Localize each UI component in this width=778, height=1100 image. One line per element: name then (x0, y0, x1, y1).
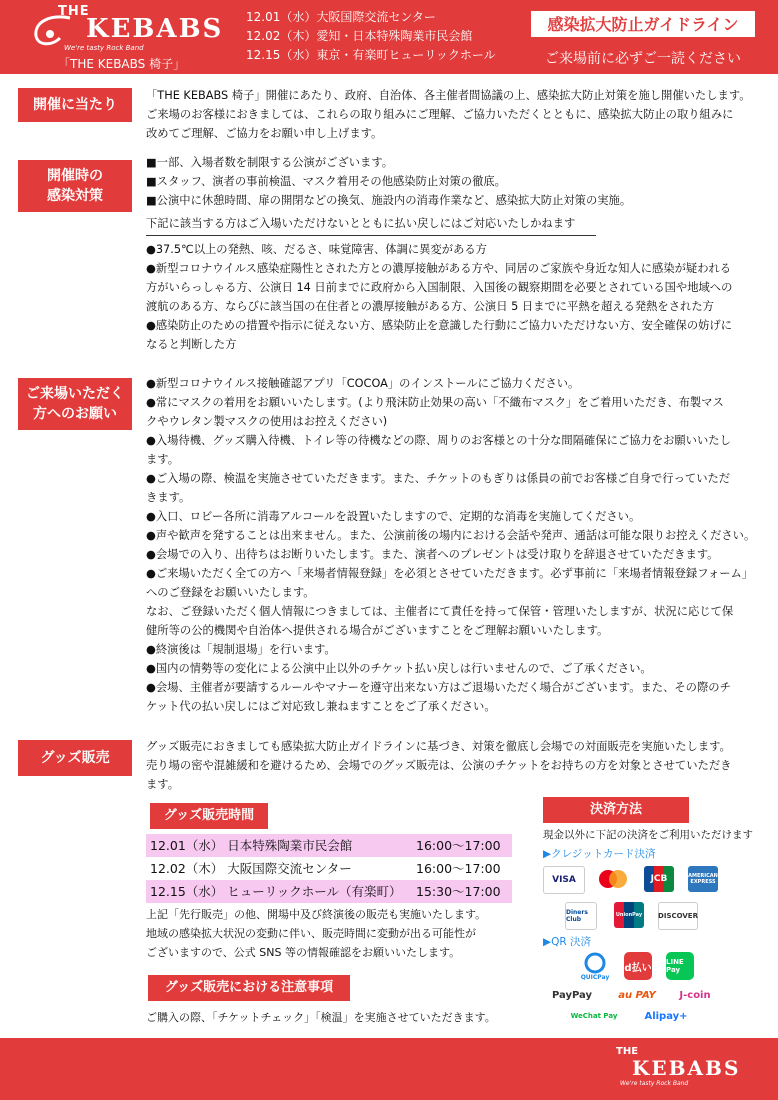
section-label-taisaku (18, 160, 132, 212)
text-line: ケット代の払い戻しにはご対応致し兼ねますことをご了承ください。 (146, 700, 496, 713)
text-line: ●終演後は「規制退場」を行います。 (146, 643, 336, 656)
logo-the: THE (58, 4, 90, 19)
label-line: 方へのお願い (33, 406, 117, 422)
text-line: へのご登録をお願いいたします。 (146, 586, 315, 599)
text-line: ●会場、主催者が要請するルールやマナーを遵守出来ない方はご退場いただく場合がございます。また、その際のチ (146, 681, 731, 694)
schedule-item: 12.15（水）東京・有楽町ヒューリックホール (246, 48, 496, 62)
text-line: 方がいらっしゃる方、公演日 14 日前までに政府から入国制限、入国後の観察期間を必要とされている国や地域への (146, 281, 733, 294)
text-line: ます。 (146, 778, 179, 791)
jcb-icon: JCB (644, 866, 674, 892)
footer-logo-the: THE (616, 1046, 639, 1057)
notice-divider (146, 235, 596, 236)
schedule-list (246, 8, 496, 65)
footer-logo-kebabs: KEBABS (632, 1056, 741, 1080)
goods-hours-title: グッズ販売時間 (150, 803, 268, 829)
text-line: 売り場の密や混雑緩和を避けるため、会場でのグッズ販売は、公演のチケットをお持ちの方を対象とさせていただき (146, 759, 732, 772)
text-line: ●声や歓声を発することは出来ません。また、公演前後の場内における会話や発声、通話は可能な限りお控えください。 (146, 529, 756, 542)
discover-icon: DISCOVER (658, 902, 698, 930)
hours-date: 12.02（木） 大阪国際交流センター (150, 861, 352, 876)
dbarai-icon: d払い (624, 952, 652, 980)
credit-label: ▶クレジットカード決済 (543, 848, 656, 860)
section-label-onegai (18, 378, 132, 430)
text-line: ●入場待機、グッズ購入待機、トイレ等の待機などの際、周りのお客様との十分な間隔確保にご協力をお願いいたし (146, 434, 731, 447)
text-line: 地域の感染拡大状況の変動に伴い、販売時間に変動が出る可能性が (146, 927, 476, 940)
logo-kebabs: KEBABS (86, 14, 224, 44)
footer-logo-tagline: We're tasty Rock Band (620, 1080, 689, 1087)
section-label-goods: グッズ販売 (18, 740, 132, 776)
footer (0, 1038, 778, 1100)
payment-note: 現金以外に下記の決済をご利用いただけます (543, 829, 753, 841)
header (0, 0, 778, 74)
text-line: きます。 (146, 491, 191, 504)
hours-date: 12.15（水） ヒューリックホール（有楽町） (150, 884, 402, 899)
text-line: ●国内の情勢等の変化による公演中止以外のチケット払い戻しは行いませんので、ご了承ください。 (146, 662, 652, 675)
text-line: ■スタッフ、演者の事前検温、マスク着用その他感染防止対策の徹底。 (146, 175, 506, 188)
notice-line: 下記に該当する方はご入場いただけないとともに払い戻しにはご対応いたしかねます (146, 217, 576, 230)
text-line: 健所等の公的機関や自治体へ提供される場合がございますことをご理解お願いいたします。 (146, 624, 609, 637)
table-row (146, 834, 512, 857)
text-line: なお、ご登録いただく個人情報につきましては、主催者にて責任を持って保管・管理いたしますが、状況に応じて保 (146, 605, 734, 618)
section-label-kaisai: 開催に当たり (18, 88, 132, 122)
payment-title: 決済方法 (543, 797, 689, 823)
schedule-item: 12.01（水）大阪国際交流センター (246, 10, 436, 24)
hours-time: 15:30～17:00 (416, 884, 501, 899)
text-line: ●常にマスクの着用をお願いいたします。(より飛沫防止効果の高い「不織布マスク」をご着用いただき、布製マス (146, 396, 724, 409)
text-line: クやウレタン製マスクの使用はお控えください) (146, 415, 388, 428)
text-line: ●新型コロナウイルス感染症陽性とされた方との濃厚接触がある方や、同居のご家族や身近な知人に感染が疑われる (146, 262, 732, 275)
footer-logo (596, 1046, 756, 1094)
quicpay-label: QUICPay (580, 973, 610, 981)
hours-date: 12.01（水） 日本特殊陶業市民会館 (150, 838, 353, 853)
text-line: ■一部、入場者数を制限する公演がございます。 (146, 156, 394, 169)
hours-time: 16:00～17:00 (416, 838, 501, 853)
text-line: ●会場での入り、出待ちはお断りいたします。また、演者へのプレゼントは受け取りを辞退させていただきます。 (146, 548, 719, 561)
qr-label: ▶QR 決済 (543, 936, 591, 948)
unionpay-icon: UnionPay (614, 902, 644, 928)
text-line: ■公演中に休憩時間、扉の開閉などの換気、施設内の消毒作業など、感染拡大防止対策の実施。 (146, 194, 632, 207)
mastercard-icon (595, 866, 631, 892)
label-line: 開催時の (47, 168, 103, 184)
schedule-item: 12.02（木）愛知・日本特殊陶業市民会館 (246, 29, 473, 43)
text-line: なると判断した方 (146, 338, 237, 351)
linepay-icon: LINE Pay (666, 952, 694, 980)
label-line: ご来場いただく (26, 386, 124, 402)
aupay-icon: au PAY (618, 989, 656, 1001)
text-line: 「THE KEBABS 椅子」開催にあたり、政府、自治体、各主催者間協議の上、感染拡大防止対策を施し開催いたします。 (146, 89, 751, 102)
logo-tagline: We're tasty Rock Band (64, 44, 144, 52)
visa-icon: VISA (543, 866, 585, 894)
text-line: ●ご入場の際、検温を実施させていただきます。また、チケットのもぎりは係員の前でお客様ご自身で行っていただ (146, 472, 731, 485)
diners-icon: Diners Club (565, 902, 597, 930)
goods-hours-table (146, 834, 512, 903)
text-line: ●新型コロナウイルス接触確認アプリ「COCOA」のインストールにご協力ください。 (146, 377, 580, 390)
text-line: 改めてご理解、ご協力をお願い申し上げます。 (146, 127, 383, 140)
text-line: ●感染防止のための措置や指示に従えない方、感染防止を意識した行動にご協力いただけない方、安全確保の妨げに (146, 319, 733, 332)
text-line: 上記「先行販売」の他、開場中及び終演後の販売も実施いたします。 (146, 908, 487, 921)
text-line: ●入口、ロビー各所に消毒アルコールを設置いたしますので、定期的な消毒を実施してください。 (146, 510, 641, 523)
text-line: ます。 (146, 453, 179, 466)
section-text-kaisai (146, 86, 760, 143)
table-row (146, 857, 512, 880)
jcoin-icon: J-coin (679, 989, 711, 1001)
text-line: 渡航のある方、ならびに該当国の在住者との濃厚接触がある方、公演日 5 日までに平熱を超える発熱をされた方 (146, 300, 714, 313)
guideline-subtitle: ご来場前に必ずご一読ください (545, 51, 741, 67)
event-subtitle: 「THE KEBABS 椅子」 (58, 57, 186, 71)
alipay-icon: Alipay+ (644, 1010, 688, 1022)
table-row (146, 880, 512, 903)
goods-notes-text: ご購入の際、「チケットチェック」「検温」を実施させていただきます。 (146, 1011, 496, 1024)
hours-time: 16:00～17:00 (416, 861, 501, 876)
quicpay-icon (580, 950, 610, 982)
section-text-taisaku (146, 153, 760, 354)
text-line: ございますので、公式 SNS 等の情報確認をお願いいたします。 (146, 946, 461, 959)
text-line: ●ご来場いただく全ての方へ「来場者情報登録」を必須とさせていただきます。必ず事前に「来場者情報登録フォーム」 (146, 567, 754, 580)
section-text-goods (146, 737, 760, 794)
wechatpay-icon: WeChat Pay (570, 1012, 618, 1020)
paypay-icon: PayPay (551, 989, 593, 1001)
amex-icon: AMERICAN EXPRESS (688, 866, 718, 892)
text-line: ●37.5℃以上の発熱、咳、だるさ、味覚障害、体調に異変がある方 (146, 243, 487, 256)
kebabs-logo (30, 4, 224, 54)
goods-after-text (146, 905, 526, 962)
goods-notes-title: グッズ販売における注意事項 (148, 975, 350, 1001)
label-line: 感染対策 (47, 188, 103, 204)
text-line: ご来場のお客様におきましては、これらの取り組みにご理解、ご協力いただくとともに、感染拡大防止の取り組みに (146, 108, 734, 121)
section-text-onegai (146, 374, 760, 716)
guideline-title: 感染拡大防止ガイドライン (530, 10, 756, 38)
text-line: グッズ販売におきましても感染拡大防止ガイドラインに基づき、対策を徹底し会場での対面販売を実施いたします。 (146, 740, 731, 753)
